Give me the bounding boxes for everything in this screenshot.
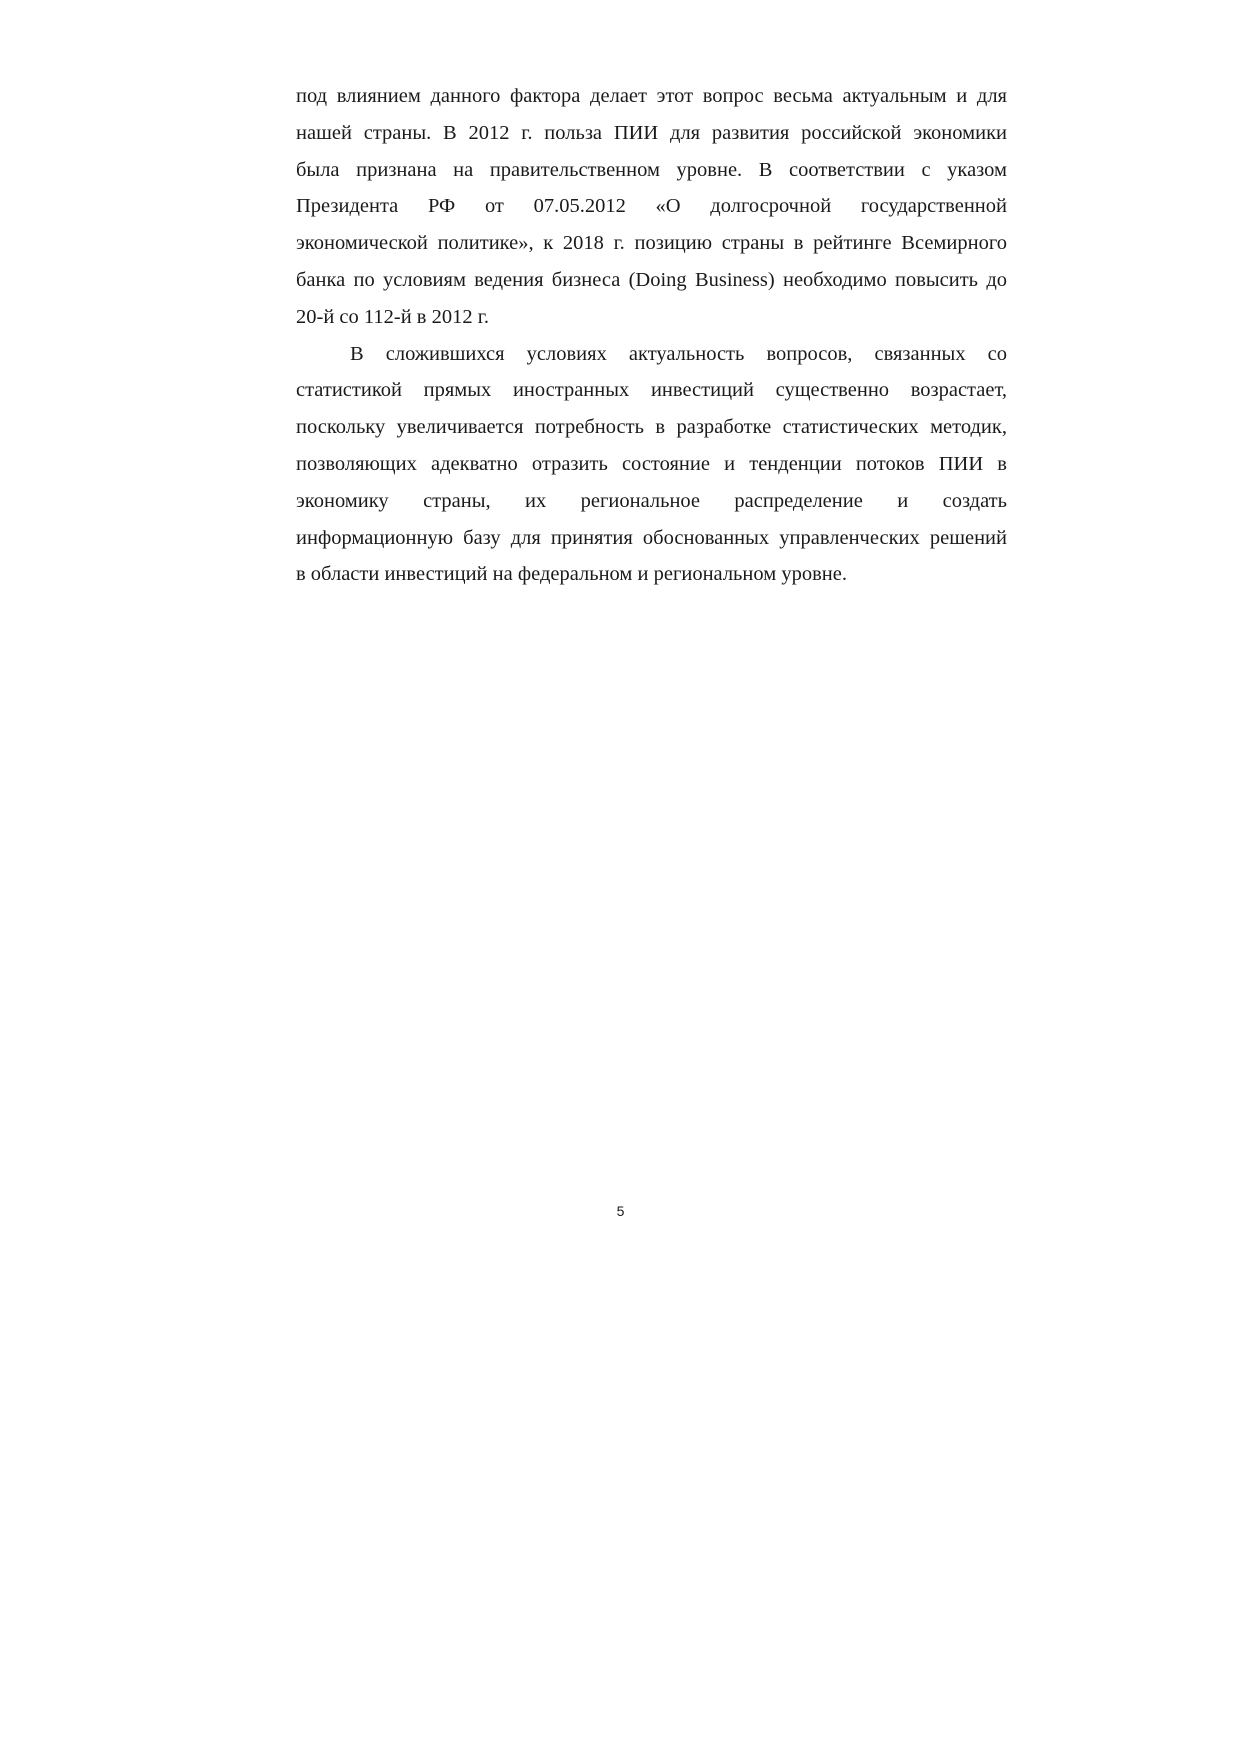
paragraph-2 bbox=[296, 336, 1007, 594]
paragraph-line: под влиянием данного фактора делает этот вопрос весьма актуальным и для bbox=[296, 85, 1007, 107]
paragraph-line: информационную базу для принятия обоснованных управленческих решений bbox=[296, 526, 1007, 549]
paragraph-line: В сложившихся условиях актуальность вопросов, связанных со bbox=[350, 342, 1007, 365]
paragraph-line: нашей страны. В 2012 г. польза ПИИ для развития российской экономики bbox=[296, 121, 1007, 144]
paragraph-1 bbox=[296, 78, 1007, 336]
page-number: 5 bbox=[616, 1203, 625, 1219]
paragraph-line: банка по условиям ведения бизнеса (Doing Business) необходимо повысить до bbox=[296, 268, 1007, 291]
paragraph-line: поскольку увеличивается потребность в разработке статистических методик, bbox=[296, 416, 1007, 439]
paragraph-line: статистикой прямых иностранных инвестиций существенно возрастает, bbox=[296, 379, 1007, 402]
paragraph-line: экономической политике», к 2018 г. позицию страны в рейтинге Всемирного bbox=[296, 232, 1007, 255]
paragraph-line: экономику страны, их региональное распределение и создать bbox=[296, 489, 1007, 512]
paragraph-line: была признана на правительственном уровне. В соответствии с указом bbox=[296, 158, 1007, 181]
paragraph-line: Президента РФ от 07.05.2012 «О долгосрочной государственной bbox=[296, 195, 1007, 218]
paragraph-line: позволяющих адекватно отразить состояние и тенденции потоков ПИИ в bbox=[296, 452, 1007, 475]
paragraph-line: 20-й со 112-й в 2012 г. bbox=[296, 305, 489, 328]
body-text bbox=[296, 78, 1007, 593]
paragraph-line: в области инвестиций на федеральном и региональном уровне. bbox=[296, 563, 847, 586]
